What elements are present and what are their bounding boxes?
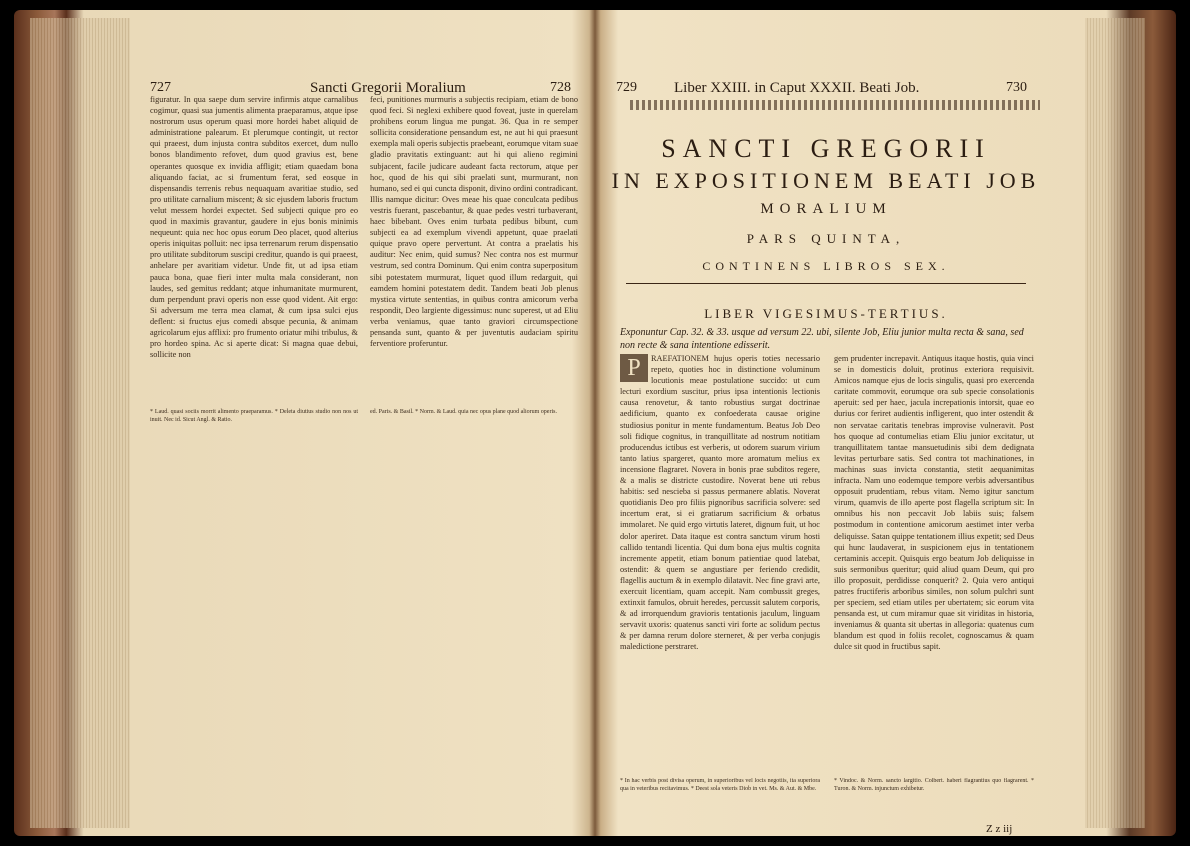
page-edges-left: [30, 18, 130, 828]
running-title: Liber XXIII. in Caput XXXII. Beati Job.: [674, 80, 920, 96]
footnotes-a: * Laud. quasi sociis morrit alimento praeparamus. * Deleta diutius studio non nos ut inuit. Nec id. Sicut Angl. & Ratio.: [150, 409, 358, 423]
divider: [626, 283, 1026, 284]
right-page: [606, 18, 1046, 835]
text-column-a: figuratur. In qua saepe dum servire infirmis atque carnalibus cogimur, quasi sua jumentis alimenta praeparamus, atque ipse nostrorum usus operum quasi more hordei habet aliquid de administratione palearum. Et plerumque contingit, ut rector qui praeest, dum injusta contra subditos exercet, dum nullo bonos blandimento refovet, dum quod gravius est, bene operantes quosque ex invidia affligit; etiam quaedam bona aliquando faciat, ac si frumentum ferat, sed eosque in dispensandis terrenis rebus nequaquam avaritiae studio, sed pro utilitate carnalium miscent; & sic ejusdem laboris fructum velut messem hordei expectet. Sed subjecti quique pro eo quod in maximis gravantur, gaudere in ejus bonis minimis nequeunt: quia nec hoc opus eorum Deo placet, quod alterius operis iniquitas polluit: nec ipsa terrenarum rerum dispensatio pro utilitate subditorum suscipi creditur, quando is qui praeest, anhelare per avaritiam videtur. Unde fit, ut ad ipsa etiam pauca bona, quae fieri inter multa mala considerant, non laudes, sed gemitus reddant; atque inhumanitate murmurent, dum perpendunt pravi operis non esse quod vident. Ait ergo: Si adversum me terra mea clamat, & cum ipsa sulci ejus deflent: si fructus ejus comedi absque pecunia, & animam agricolarum ejus afflixi: pro frumento oriatur mihi tribulus, & pro hordeo spina. Ac si aperte dicat: Si magna quae debui, sollicite non: [150, 95, 358, 360]
page-number: 727: [150, 80, 171, 95]
footnotes-b: ed. Paris. & Basil. * Norm. & Laud. quia nec opus plane quod aliorum operis.: [370, 409, 557, 415]
text-column-b: feci, punitiones murmuris a subjectis recipiam, etiam de bono quod feci. Si neglexi exhibere quod foveat, juste in querelam prohibens eorum lingua me pungat. 36. Qua in re semper sollicita consideratione pensandum est, ne aut hi qui praesunt exempla mali operis subjectis praebeant, eorumque vitam suae gladio pravitatis extinguant: aut hi qui alieno regimini subjacent, facile judicare audeant facta rectorum, atque per hoc, quod de his qui sibi praelati sunt, murmurant, non humano, sed ei qui cuncta disponit, divino ordini contradicant. Illis namque dicitur: Oves meae his quae conculcata pedibus vestris fuerant, pascebantur, & quae pedes vestri turbaverant, haec bibebant. Oves enim turbata pedibus bibunt, cum subjecti ea ad exemplum vivendi appetunt, quae praelati quique pravo opere pervertunt. At contra a praelatis his auditur: Nec enim, quid sumus? Nec contra nos est murmur vestrum, sed contra Dominum. Qui enim contra superpositum sibi potestatem murmurat, liquet quod illum redarguit, qui eamdem homini potestatem dedit. Tandem beati Job plenus mystica virtute sententias, in quibus contra amicorum verba respondit, Deo largiente digessimus: nunc superest, ut ad Eliu verba veniamus, quae tanto graviori circumspectione pensanda sunt, quanto & per juventutis audaciam spiritu ferventiore proferuntur.: [370, 95, 578, 349]
drop-cap: P: [620, 354, 648, 382]
footnotes-b: * Vindoc. & Norm. sancto largitio. Colbert. haberi flagrantius quo flagrarent. * Turon. & Norm. injunctum exhibetur.: [834, 778, 1034, 792]
book-title-line-3: MORALIUM: [760, 201, 892, 217]
left-page: [150, 18, 582, 826]
book-title-line-2: IN EXPOSITIONEM BEATI JOB: [611, 168, 1041, 193]
page-number: 730: [1006, 80, 1027, 95]
page-number: 729: [616, 80, 637, 95]
signature-mark: Z z iij: [986, 823, 1013, 835]
book-title-line-4: PARS QUINTA,: [746, 231, 906, 246]
book-title-line-5: CONTINENS LIBROS SEX.: [702, 259, 950, 273]
page-number: 728: [550, 80, 571, 95]
book-title-line-1: SANCTI GREGORII: [661, 134, 991, 163]
ornament-band: [630, 100, 1040, 110]
page-edges-right: [1085, 18, 1145, 828]
running-title: Sancti Gregorii Moralium: [310, 80, 466, 96]
footnotes-a: * In hac verbis post divisa operum, in superioribus vel locis negotiis, ita superiora qua in veteribus recitavimus. * Deest sola veteris Diob in vet. Ms. & Aut. & Mbe.: [620, 778, 820, 792]
text-column-b: gem prudenter increpavit. Antiquus itaque hostis, quia vinci se in domesticis doluit, protinus exteriora requisivit. Amicos namque ejus de locis singulis, quasi pro exercenda caritate commovit, eorumque ora sub specie consolationis aperuit: sed per haec, jacula increpationis intorsit, quae eo durius cor feriret audientis infligerent, quo inter ostendit & non servatae caritatis tenebras improvise vulneravit. Post hos quoque ad contumelias etiam Eliu junior excitatur, ut tranquillitatem tantae mansuetudinis sibi dem dedignata levitas perturbare satis. Sed contra tot machinationes, in machinas suas invicta constantia, stetit aequanimitas infracta. Nam uno eodemque tempore verbis adversantibus opposuit prudentiam, rebus vitam. Nemo igitur sanctum virum, quamvis de illo aperte post flagella scriptum sit: In omnibus his non peccavit Job labiis suis; falsem postmodum in contentione amicorum aestimet inter verba deliquisse. Satan quippe tentationem illius expetit; sed Deus qui hunc laudaverat, in suspicionem ejus in tentationem certaminis accepit. Quisquis ergo beatum Job deliquisse in suis sermonibus queritur; quid aliud quam Deum, qui pro illo proposuit, perdidisse conquerit? 2. Quia vero antiqui patres fructiferis arboribus similes, non solum pulchri sunt per speciem, sed etiam utiles per ubertatem; sic eorum vita pensanda est, ut cum miramur quae sit viriditas in historia, inveniamus & quanta sit ubertas in allegoria: quatenus cum blandum est quod in foliis recolet, cognoscamus & quam dulce sit quod in fructibus sapit.: [834, 354, 1034, 652]
column-text: RAEFATIONEM hujus operis toties necessario repeto, quoties hoc in distinctione voluminum locutionis meae postulatione succido: ut cum lecturi exordium suscitur, prius ipsa intentionis lectionis causa renovetur, & tanto robustius surgat doctrinae aedificium, quanto ex confoederata causae origine studiosius ponitur in mente fundamentum. Beatus Job Deo soli fidique cognitus, in tranquillitate ad nostrum notitiam producendus ictibus est verberis, ut odorem suarum virium tanto latius spargeret, quanto more aromatum melius ex incensione flagraret. Novera in bonis prae subditos regere, & a malis se districte custodire. Noverat bene uti rebus habitis: sed nescieba si passus permanere ablatis. Noverat quotidianis Deo pro filiis pignoribus sacrificia solvere: sed incertum erat, si ei gratiarum sacrificium & orbatus immolaret. Ne quid ergo virtutis lateret, dignum fuit, ut hoc dolor aperiret. Data itaque est contra sanctum virum hosti callido tentandi licentia. Qui dum bona ejus multis cognita incremente appetit, etiam bonum patientiae quod latebat, ostendit: & quem se angustiare per feriendo credidit, flagellis auctum & in exemplo dilatavit. Nec fine gravi arte, exercuit licentiam, quam accepit. Nam combussit greges, extinxit famulos, obruit heredes, percussit salutem corporis, & ad irrorquendum gravioris tentationis jaculum, linguam servavit uxoris: quatenus sancti viri forte ac solidum pectus & per damna rerum dolore sterneret, & per verba conjugis maledictione perstraret.: [620, 354, 820, 652]
book-heading: LIBER VIGESIMUS-TERTIUS.: [704, 306, 948, 321]
chapter-summary: Exponuntur Cap. 32. & 33. usque ad versum 22. ubi, silente Job, Eliu junior multa recta & sana, sed non recte & sana intentione edisserit.: [620, 327, 1024, 351]
text-column-a: [620, 353, 820, 773]
